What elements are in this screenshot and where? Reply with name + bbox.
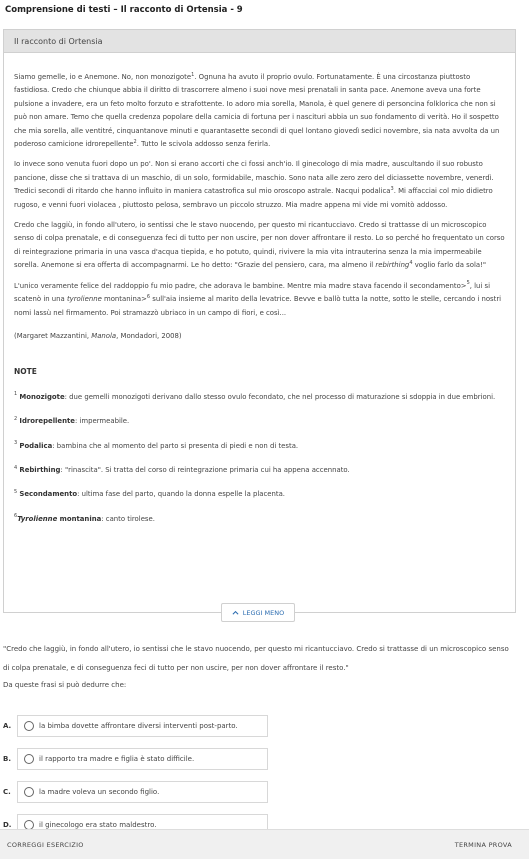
footnote-ref: 1 (191, 71, 195, 78)
option-letter: B. (3, 755, 11, 763)
text: Manola (91, 331, 117, 340)
page-title: Comprensione di testi – Il racconto di Ortensia - 9 (5, 5, 243, 15)
option-letter: D. (3, 821, 12, 829)
option-box[interactable] (17, 781, 268, 803)
text: . Tutto le scivola addosso senza ferirla. (136, 140, 271, 149)
note-text: : impermeabile. (74, 417, 130, 426)
text: voglio farlo da sola!" (412, 261, 487, 270)
note-text: : bambina che al momento del parto si presenta di piedi e non di testa. (52, 441, 299, 450)
paragraph-3 (14, 219, 505, 273)
note-item (14, 513, 505, 526)
text: (Margaret Mazzantini, (14, 331, 92, 340)
note-item (14, 440, 505, 453)
note-number: 4 (14, 464, 18, 471)
note-term: montanina (57, 514, 102, 523)
panel-header: Il racconto di Ortensia (4, 30, 515, 53)
radio-button[interactable] (24, 754, 34, 764)
option-box[interactable] (17, 748, 268, 770)
source-citation (14, 330, 505, 343)
option-a[interactable] (3, 715, 268, 737)
read-less-label: LEGGI MENO (242, 608, 285, 617)
radio-button[interactable] (24, 787, 34, 797)
footer-bar (0, 829, 529, 859)
note-number: 2 (14, 415, 18, 422)
text: , lui si scatenò in una (14, 281, 491, 304)
option-letter: A. (3, 722, 12, 730)
text: Io invece sono venuta fuori dopo un po'. Non si erano accorti che ci fossi anch'io. Il ginecologo di mia madre, auscultando il suo robusto pancione, disse che si trattava di un maschio, di un solo, formidabile, maschio. Sono nata alle zero zero del diciassette novembre, venerdì. Tredici secondi di ritardo che hanno influito in maniera catastrofica sul mio oroscopo astrale. Nacqui podalica (14, 160, 494, 196)
footnote-ref: 4 (409, 259, 413, 266)
option-letter: C. (3, 788, 11, 796)
question-quote: "Credo che laggiù, in fondo all'utero, io sentissi che le stavo nuocendo, per questo mi ricantucciavo. Credo si trattasse di un microscopico senso di colpa prenatale, e di conseguenza feci di tutto per non uscire, per non dover affrontare il resto." (3, 645, 509, 672)
option-b[interactable] (3, 748, 268, 770)
note-term: Rebirthing (19, 465, 61, 474)
question-prompt: Da queste frasi si può dedurre che: (3, 681, 127, 689)
note-item (14, 391, 505, 404)
notes-title: NOTE (14, 367, 37, 377)
paragraph-1 (14, 71, 505, 151)
text: Credo che laggiù, in fondo all'utero, io sentissi che le stavo nuocendo, per questo mi ricantucciavo. Credo si trattasse di un microscopico senso di colpa prenatale, e di conseguenza feci di tutto per non uscire, per non dover affrontare il resto. Lo so perché ho frequentato un corso di reintegrazione primaria in una vasca d'acqua tiepida, e ho potuto, quindi, rivivere la mia vita intrauterina senza la mia impermeabile sorella. Anemone si era offerta di accompagnarmi. Le ho detto: "Grazie del pensiero, cara, ma almeno il (14, 221, 505, 270)
note-number: 6 (14, 513, 18, 520)
text: rebirthing (375, 261, 410, 270)
note-number: 3 (14, 440, 18, 447)
note-text: : "rinascita". Si tratta del corso di reintegrazione primaria cui ha appena accennato. (60, 465, 350, 474)
radio-button[interactable] (24, 721, 34, 731)
text: tyrolienne (66, 295, 102, 304)
text: . Ognuna ha avuto il proprio ovulo. Fortunatamente. È una circostanza piuttosto fastidiosa. Credo che chiunque abbia il diritto di trascorrere almeno i suoi nove mesi prenatali in santa pace. Anemone aveva una forte pulsione a invadere, era un feto molto forzuto e strafottente. Io adoro mia sorella, Manola, è quel genere di personcina folklorica che non si può non amare. Temo che quella credenza popolare della camicia di fortuna per i nascituri abbia un suo fondamento di verità. Ho il sospetto che mia sorella, alle ventitré, cinquantanove minuti e quarantasette secondi di quel lontano giovedì sedici novembre, sia nata avvolta da un poderoso camicione idrorepellente (14, 73, 500, 149)
note-item (14, 464, 505, 477)
paragraph-4 (14, 280, 505, 320)
option-box[interactable] (17, 715, 268, 737)
option-text: la madre voleva un secondo figlio. (39, 788, 160, 796)
end-test-button[interactable]: TERMINA PROVA (454, 840, 512, 849)
read-less-button[interactable] (221, 603, 295, 622)
note-text: : due gemelli monozigoti derivano dallo stesso ovulo fecondato, che nel processo di maturazione si sdoppia in due embrioni. (64, 392, 496, 401)
panel-body (4, 53, 515, 526)
note-text: : ultima fase del parto, quando la donna espelle la placenta. (77, 490, 285, 499)
text: Siamo gemelle, io e Anemone. No, non monozigote (14, 73, 192, 81)
note-term: Monozigote (19, 392, 65, 401)
text: L'unico veramente felice del raddoppio fu mio padre, che adorava le bambine. Mentre mia madre stava facendo il secondamento> (14, 281, 467, 290)
option-text: la bimba dovette affrontare diversi interventi post-parto. (39, 722, 238, 730)
note-term: Idrorepellente (19, 417, 75, 426)
note-item (14, 415, 505, 428)
note-term: Podalica (19, 441, 53, 450)
reading-panel (3, 29, 516, 613)
option-text: il rapporto tra madre e figlia è stato difficile. (39, 755, 195, 763)
text: . Mi affacciai col mio didietro rugoso, e venni fuori violacea , piuttosto pelosa, sembravo un piccolo struzzo. Mia madre appena mi vide mi vomitò addosso. (14, 187, 493, 209)
note-number: 1 (14, 391, 18, 398)
note-item (14, 488, 505, 501)
note-term: Tyrolienne (17, 514, 58, 523)
footnote-ref: 3 (390, 185, 394, 192)
footnote-ref: 2 (133, 138, 137, 145)
note-text: : canto tirolese. (101, 514, 155, 523)
option-c[interactable] (3, 781, 268, 803)
footnote-ref: 6 (146, 293, 151, 300)
text: montanina> (101, 295, 147, 304)
correct-exercise-button[interactable]: CORREGGI ESERCIZIO (7, 840, 84, 849)
text: sull'aia insieme al marito della levatrice. Bevve e ballò tutta la notte, sotto le stelle, cercando i nostri nomi lassù nel firmamento. Poi stramazzò ubriaco in un campo di fiori, e così... (14, 295, 502, 317)
note-number: 5 (14, 488, 18, 495)
chevron-up-icon (232, 610, 239, 615)
note-term: Secondamento (19, 490, 78, 499)
text: , Mondadori, 2008) (116, 331, 182, 340)
footnote-ref: 5 (466, 280, 470, 287)
option-text: il ginecologo era stato maldestro. (39, 821, 157, 829)
paragraph-2 (14, 158, 505, 212)
